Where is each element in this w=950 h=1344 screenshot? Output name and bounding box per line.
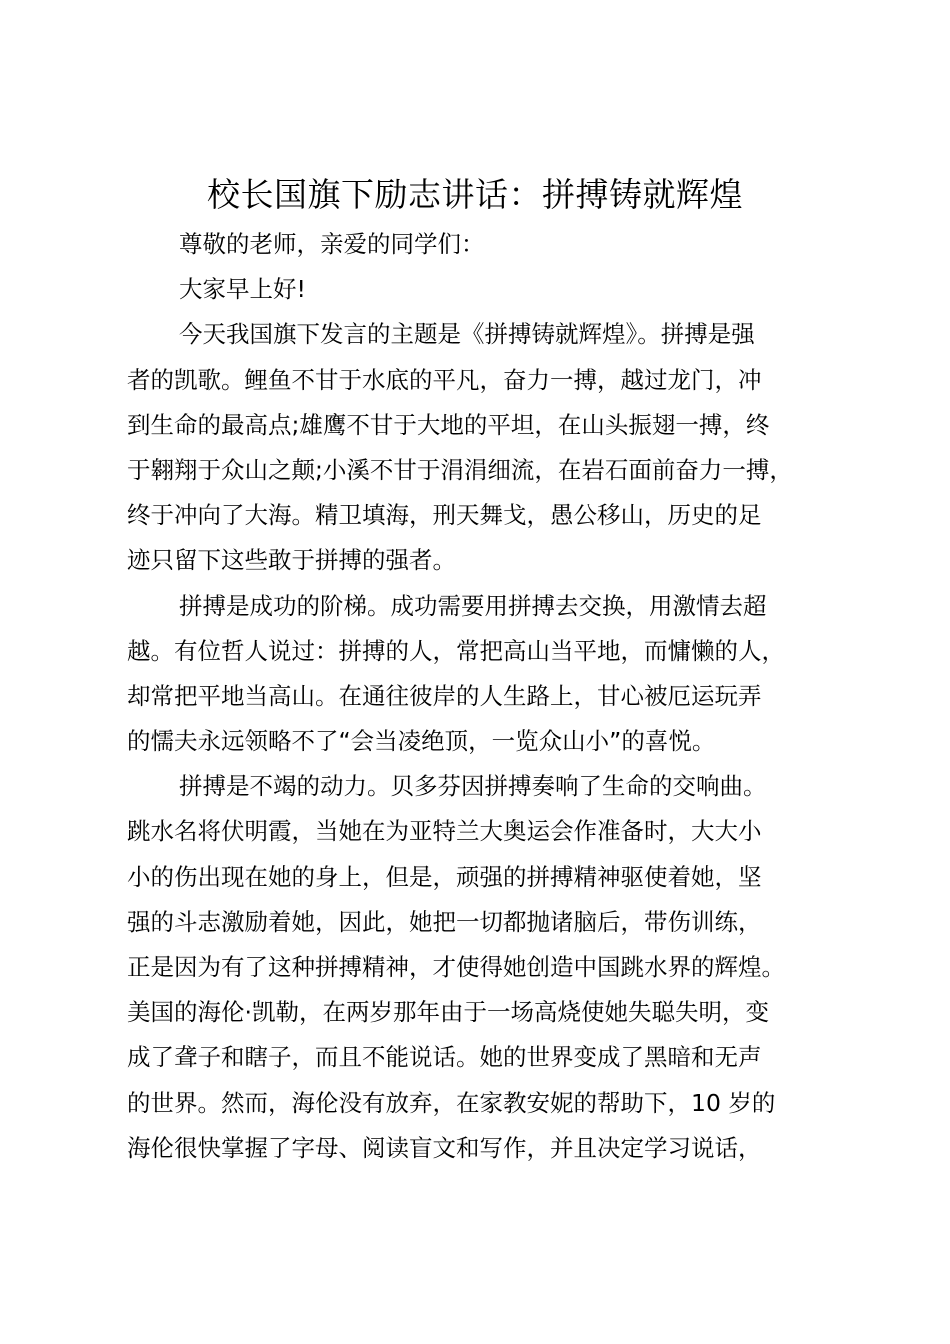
- text-line: 拼搏是不竭的动力。贝多芬因拼搏奏响了生命的交响曲。: [179, 772, 767, 801]
- text-line: 越。有位哲人说过：拼搏的人，常把高山当平地，而慵懒的人，: [127, 636, 785, 665]
- text-line: 正是因为有了这种拼搏精神，才使得她创造中国跳水界的辉煌。: [127, 953, 785, 981]
- text-line: 的世界。然而，海伦没有放弃，在家教安妮的帮助下，10 岁的: [127, 1088, 776, 1117]
- text-line-salutation: 尊敬的老师，亲爱的同学们：: [179, 230, 485, 258]
- text-line: 者的凯歌。鲤鱼不甘于水底的平凡，奋力一搏，越过龙门，冲: [127, 365, 762, 394]
- text-line: 迹只留下这些敢于拼搏的强者。: [127, 546, 456, 575]
- text-line: 却常把平地当高山。在通往彼岸的人生路上，甘心被厄运玩弄: [127, 681, 762, 710]
- text-line: 终于冲向了大海。精卫填海，刑天舞戈，愚公移山，历史的足: [127, 501, 762, 530]
- text-line: 小的伤出现在她的身上，但是，顽强的拼搏精神驱使着她，坚: [127, 862, 762, 891]
- document-title: 校长国旗下励志讲话：拼搏铸就辉煌: [207, 175, 743, 214]
- document-body: [127, 222, 857, 1171]
- text-line: 于翱翔于众山之颠;小溪不甘于涓涓细流，在岩石面前奋力一搏，: [127, 455, 793, 484]
- text-line: 海伦很快掌握了字母、阅读盲文和写作，并且决定学习说话，: [127, 1133, 762, 1162]
- text-line: 美国的海伦·凯勒，在两岁那年由于一场高烧使她失聪失明，变: [127, 998, 769, 1027]
- text-line: 今天我国旗下发言的主题是《拼搏铸就辉煌》。拼搏是强: [179, 320, 755, 349]
- text-line: 成了聋子和瞎子，而且不能说话。她的世界变成了黑暗和无声: [127, 1043, 762, 1072]
- text-line: 到生命的最高点;雄鹰不甘于大地的平坦，在山头振翅一搏，终: [127, 410, 770, 439]
- text-line-greeting: 大家早上好!: [179, 275, 306, 304]
- text-line: 的懦夫永远领略不了“会当凌绝顶，一览众山小”的喜悦。: [127, 727, 716, 756]
- text-line: 强的斗志激励着她，因此，她把一切都抛诸脑后，带伤训练，: [127, 907, 762, 936]
- text-line: 跳水名将伏明霞，当她在为亚特兰大奥运会作准备时，大大小: [127, 817, 762, 846]
- text-line: 拼搏是成功的阶梯。成功需要用拼搏去交换，用激情去超: [179, 591, 767, 620]
